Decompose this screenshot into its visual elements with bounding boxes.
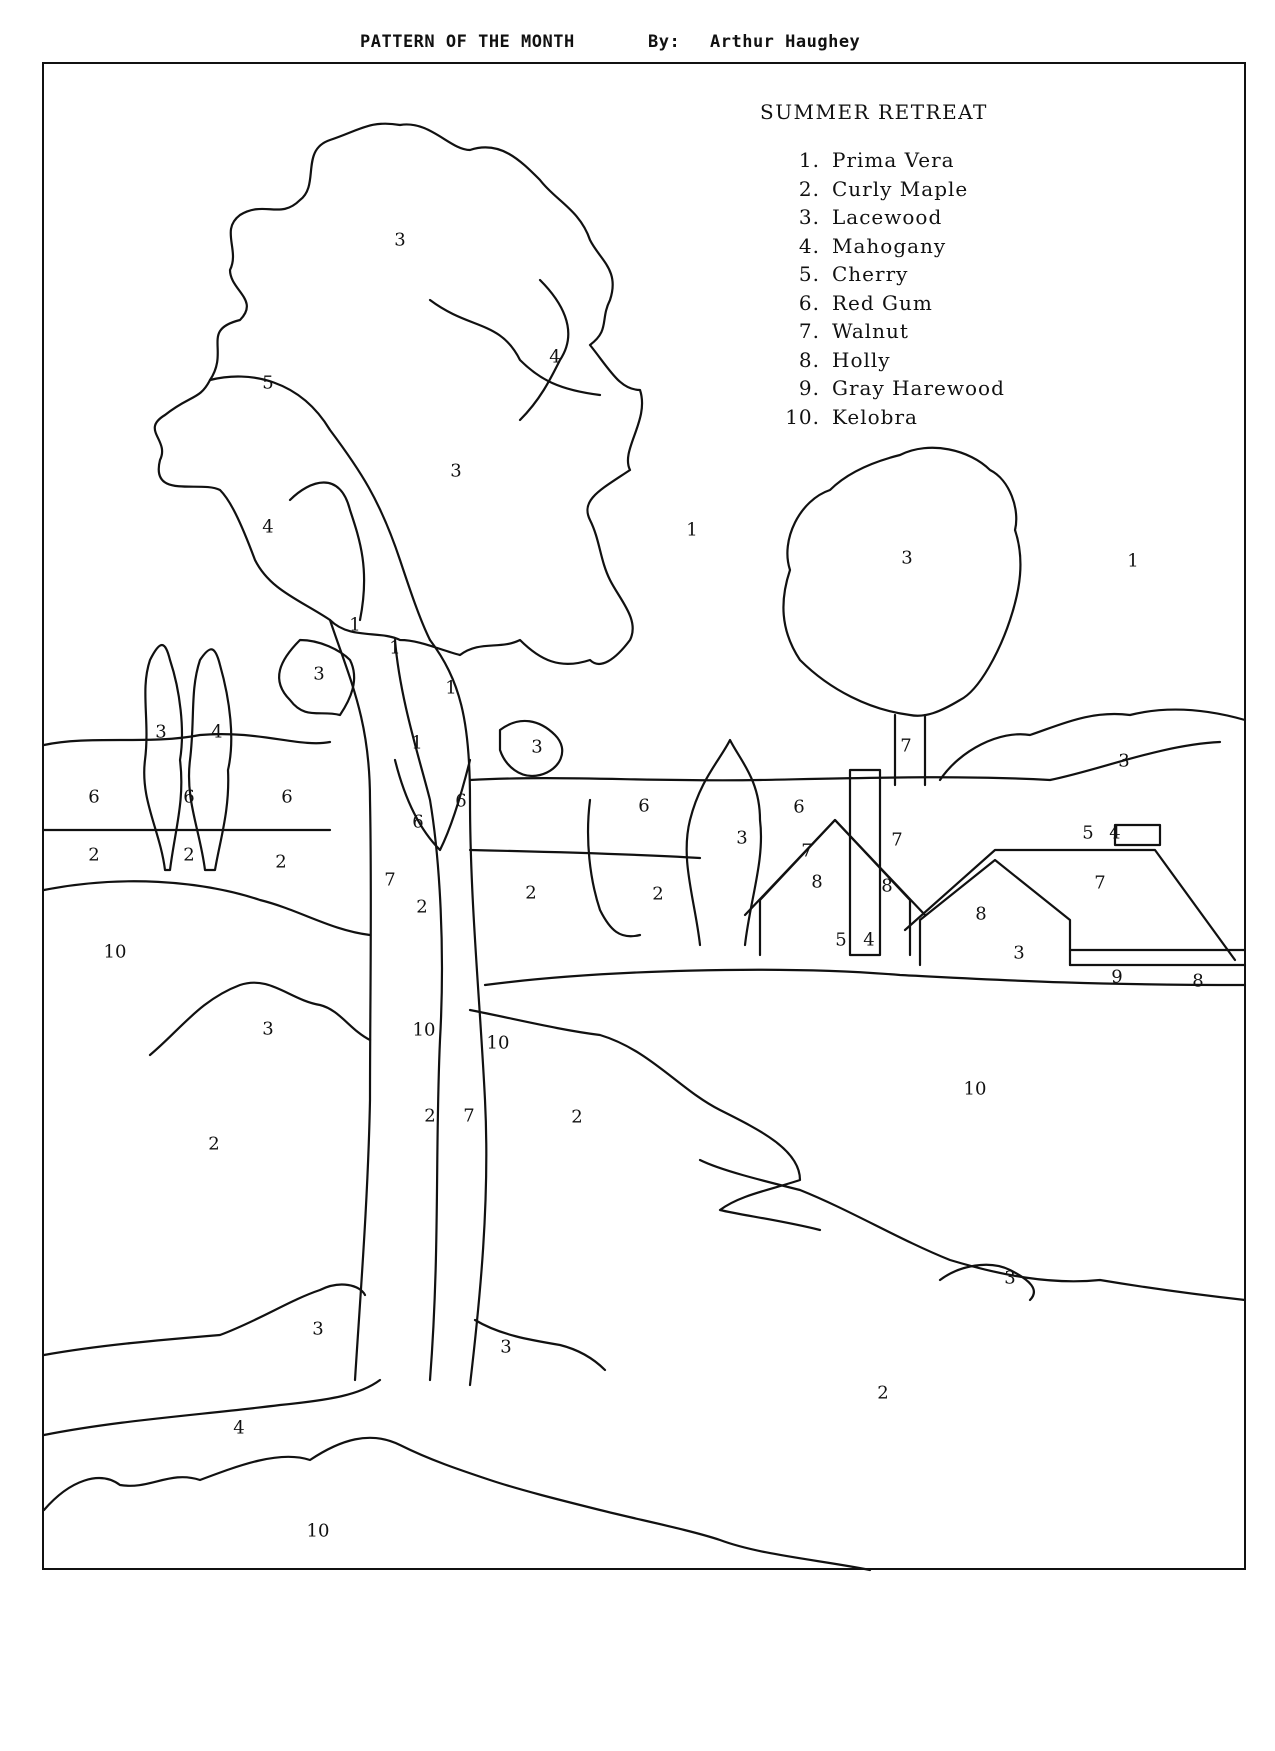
- foreground-bush-right: [475, 1320, 605, 1370]
- legend-item-number: 8.: [798, 348, 820, 372]
- region-number: 5: [262, 372, 274, 394]
- author-name: Arthur Haughey: [710, 32, 861, 52]
- legend-item-number: 3.: [798, 205, 820, 229]
- river-bank-upper: [470, 1010, 820, 1230]
- legend-item: [760, 319, 909, 343]
- region-number: 2: [652, 883, 664, 905]
- region-number: 10: [306, 1520, 330, 1542]
- region-number: 7: [801, 840, 813, 862]
- hill-line-distant: [470, 742, 1220, 780]
- legend-item: [760, 177, 968, 201]
- legend-item: [760, 262, 908, 286]
- region-number: 7: [891, 829, 903, 851]
- region-number: 7: [1094, 872, 1106, 894]
- region-number: 1: [411, 732, 423, 754]
- hill-bush-mid: [588, 800, 640, 936]
- region-number: 9: [1111, 966, 1123, 988]
- distant-field-line: [485, 970, 1245, 985]
- round-tree-right-canopy: [783, 448, 1020, 716]
- region-number: 4: [262, 516, 274, 538]
- legend-item-number: 6.: [798, 291, 820, 315]
- region-number: 2: [571, 1106, 583, 1128]
- region-number: 3: [262, 1018, 274, 1040]
- legend-item-wood: Curly Maple: [832, 177, 969, 201]
- pattern-title: PATTERN OF THE MONTH: [360, 32, 575, 52]
- canopy-inner-line-3: [290, 483, 364, 621]
- region-number: 10: [412, 1019, 436, 1041]
- legend-item-wood: Holly: [832, 348, 891, 372]
- canopy-inner-line-1: [210, 377, 430, 640]
- field-line-lower-left: [44, 881, 370, 935]
- region-number: 8: [975, 903, 987, 925]
- region-number: 8: [881, 875, 893, 897]
- legend-title: SUMMER RETREAT: [760, 100, 988, 124]
- region-number: 4: [1109, 822, 1121, 844]
- region-number: 8: [811, 871, 823, 893]
- region-number: 2: [208, 1133, 220, 1155]
- house-right-window: [1115, 825, 1160, 845]
- region-number: 4: [549, 346, 561, 368]
- canopy-inner-line-4: [520, 280, 568, 420]
- region-number: 3: [155, 721, 167, 743]
- region-number: 10: [963, 1078, 987, 1100]
- region-number: 1: [349, 614, 361, 636]
- house-side-tree: [687, 740, 761, 945]
- legend-item-wood: Gray Harewood: [832, 376, 1005, 400]
- big-tree-trunk-left: [330, 620, 371, 1380]
- legend-item: [760, 205, 942, 229]
- legend-item-number: 7.: [798, 319, 820, 343]
- legend-item-wood: Prima Vera: [832, 148, 955, 172]
- region-number: 2: [275, 851, 287, 873]
- region-number: 7: [900, 735, 912, 757]
- poplar-left-2: [189, 649, 231, 870]
- region-number: 6: [88, 786, 100, 808]
- legend-item: [760, 348, 891, 372]
- legend-item-number: 5.: [798, 262, 820, 286]
- foreground-ground-line: [44, 1380, 380, 1435]
- hill-bush-left: [150, 983, 370, 1055]
- legend-item: [760, 405, 918, 429]
- region-number: 3: [312, 1318, 324, 1340]
- region-number: 1: [686, 519, 698, 541]
- region-number: 10: [103, 941, 127, 963]
- region-number: 6: [281, 786, 293, 808]
- region-number: 3: [394, 229, 406, 251]
- by-label: By:: [648, 32, 681, 52]
- region-number: 2: [525, 882, 537, 904]
- region-number: 3: [500, 1336, 512, 1358]
- legend-item-number: 10.: [785, 405, 820, 429]
- region-number: 5: [835, 929, 847, 951]
- region-number: 6: [412, 811, 424, 833]
- region-number: 3: [1004, 1267, 1016, 1289]
- canopy-inner-line-2: [430, 300, 600, 395]
- region-number: 4: [863, 929, 875, 951]
- region-number: 2: [183, 844, 195, 866]
- house-right-porch: [1070, 950, 1245, 965]
- region-number: 6: [183, 786, 195, 808]
- region-number: 3: [450, 460, 462, 482]
- legend-item-number: 1.: [798, 148, 820, 172]
- legend-item-number: 4.: [798, 234, 820, 258]
- region-number: 3: [736, 827, 748, 849]
- river-bank-lower: [700, 1160, 1245, 1300]
- legend-item-wood: Cherry: [832, 262, 909, 286]
- hill-line-upper: [44, 734, 330, 745]
- region-number: 2: [424, 1105, 436, 1127]
- field-line-middle: [470, 850, 700, 858]
- legend-item: [760, 148, 955, 172]
- region-number: 7: [463, 1105, 475, 1127]
- region-number: 4: [233, 1417, 245, 1439]
- legend-item-wood: Mahogany: [832, 234, 947, 258]
- legend-item-wood: Walnut: [832, 319, 909, 343]
- region-number: 2: [416, 896, 428, 918]
- foreground-hill: [44, 1438, 870, 1570]
- region-number: 3: [1013, 942, 1025, 964]
- house-right-outline: [920, 860, 1070, 965]
- legend-item-wood: Red Gum: [832, 291, 933, 315]
- legend-item-wood: Kelobra: [832, 405, 918, 429]
- region-number: 6: [455, 790, 467, 812]
- region-number: 1: [389, 637, 401, 659]
- legend-item: [760, 376, 1005, 400]
- region-number: 3: [1118, 750, 1130, 772]
- region-number: 1: [1127, 550, 1139, 572]
- region-number: 2: [877, 1382, 889, 1404]
- region-number: 2: [88, 844, 100, 866]
- region-number: 10: [486, 1032, 510, 1054]
- region-number: 6: [638, 795, 650, 817]
- legend-item: [760, 291, 933, 315]
- legend-item-number: 2.: [798, 177, 820, 201]
- legend-item-number: 9.: [798, 376, 820, 400]
- region-number: 3: [901, 547, 913, 569]
- region-number: 1: [445, 677, 457, 699]
- big-tree-canopy-outline: [155, 124, 642, 664]
- region-number: 8: [1192, 970, 1204, 992]
- region-number: 5: [1082, 822, 1094, 844]
- region-number: 6: [793, 796, 805, 818]
- poplar-left-1: [144, 645, 182, 870]
- region-number: 4: [211, 721, 223, 743]
- legend-item-wood: Lacewood: [832, 205, 943, 229]
- region-number: 3: [313, 663, 325, 685]
- region-number: 3: [531, 736, 543, 758]
- region-number: 7: [384, 869, 396, 891]
- legend-item: [760, 234, 946, 258]
